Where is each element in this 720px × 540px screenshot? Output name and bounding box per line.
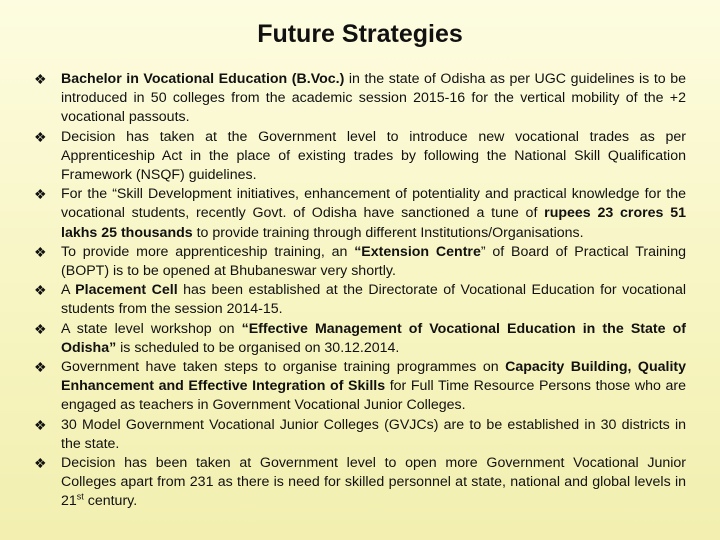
- bullet-text: st: [76, 491, 84, 502]
- diamond-bullet-icon: ❖: [34, 71, 47, 87]
- bullet-text: For the “Skill Development initiatives, enhancement of potentiality and practical knowledge for the vocational students, recently Govt. of Odisha have sanctioned a tune of: [61, 186, 686, 222]
- bullet-text: to provide training through different Institutions/Organisations.: [192, 224, 584, 241]
- bullet-item: [34, 185, 686, 243]
- bullet-text: century.: [83, 493, 138, 510]
- bullet-item: [34, 70, 686, 128]
- bullet-item: [34, 454, 686, 512]
- bullet-text-bold: Placement Cell: [75, 282, 178, 299]
- bullet-text: is scheduled to be organised on 30.12.2014.: [116, 339, 400, 356]
- bullet-item: [34, 320, 686, 358]
- bullet-item: [34, 281, 686, 319]
- bullet-text: A state level workshop on: [61, 320, 242, 337]
- bullet-text: ” of Board of Practical Training (BOPT) is to be opened at Bhubaneswar very shortly.: [61, 243, 686, 280]
- bullet-text-bold: “Extension Centre: [354, 243, 481, 260]
- diamond-bullet-icon: ❖: [34, 416, 47, 433]
- bullet-item: [34, 243, 686, 281]
- bullet-text: Government have taken steps to organise training programmes on: [61, 359, 506, 376]
- bullet-item: [34, 358, 686, 416]
- slide-title: Future Strategies: [257, 20, 463, 48]
- bullet-text: A: [61, 282, 76, 299]
- bullet-text-bold: Capacity Building, Quality Enhancement and Effective Integration of Skills: [61, 359, 687, 395]
- bullet-text: for Full Time Resource Persons those who are engaged as teachers in Government Vocational Junior Colleges.: [61, 378, 686, 414]
- diamond-bullet-icon: ❖: [34, 282, 47, 299]
- bullet-item: [34, 128, 686, 186]
- diamond-bullet-icon: ❖: [34, 320, 47, 337]
- bullet-text: Decision has taken at the Government level to introduce new vocational trades as per Apprenticeship Act in the place of existing trades by following the National Skill Qualification Framework (NSQF) guidelines.: [61, 128, 686, 184]
- diamond-bullet-icon: ❖: [34, 243, 47, 260]
- diamond-bullet-icon: ❖: [34, 455, 47, 472]
- bullet-item: [34, 416, 686, 454]
- bullet-text-bold: Bachelor in Vocational Education (B.Voc.): [61, 71, 345, 87]
- diamond-bullet-icon: ❖: [34, 128, 47, 145]
- bullet-text: To provide more apprenticeship training, an: [61, 243, 355, 260]
- bullet-text: has been established at the Directorate of Vocational Education for vocational students from the session 2014-15.: [61, 282, 687, 318]
- bullet-list: [34, 70, 686, 512]
- bullet-text: Decision has been taken at Government level to open more Government Vocational Junior Colleges apart from 231 as there is need for skilled personnel at state, national and global levels in 21: [61, 455, 686, 510]
- bullet-text-bold: rupees 23 crores 51 lakhs 25 thousands: [61, 205, 686, 241]
- bullet-text: in the state of Odisha as per UGC guidelines is to be introduced in 50 colleges from the academic session 2015-16 for the vertical mobility of the +2 vocational passouts.: [61, 71, 686, 126]
- bullet-text: 30 Model Government Vocational Junior Colleges (GVJCs) are to be established in 30 districts in the state.: [61, 416, 686, 452]
- diamond-bullet-icon: ❖: [34, 359, 47, 376]
- bullet-text-bold: “Effective Management of Vocational Education in the State of Odisha”: [61, 320, 686, 356]
- diamond-bullet-icon: ❖: [34, 186, 47, 203]
